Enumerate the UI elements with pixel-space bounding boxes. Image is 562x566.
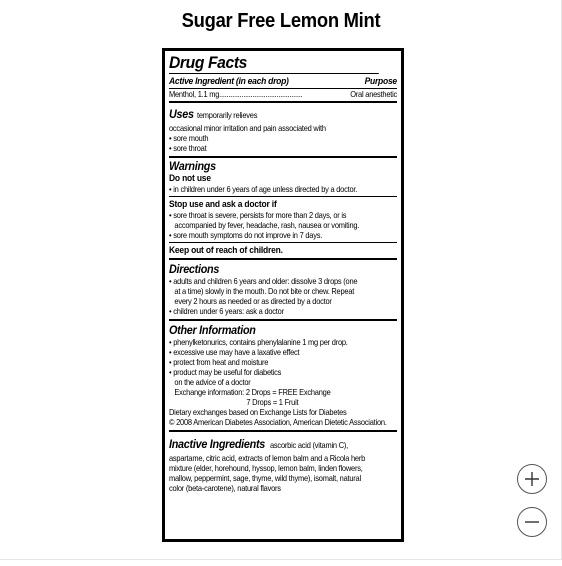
- inactive-line: mallow, peppermint, sage, thyme, wild thyme), isomalt, natural: [169, 473, 361, 483]
- uses-line: occasional minor irritation and pain associated with: [169, 123, 326, 133]
- active-header-left: Active Ingredient (in each drop): [169, 76, 289, 87]
- active-header-right: Purpose: [364, 76, 397, 87]
- directions-line: every 2 hours as needed or as directed by a doctor: [174, 296, 332, 306]
- do-not-use-item: • in children under 6 years of age unless directed by a doctor.: [169, 184, 358, 194]
- do-not-use-heading: Do not use: [169, 173, 211, 183]
- uses-section: [169, 103, 397, 158]
- active-line-right: Oral anesthetic: [350, 89, 397, 99]
- directions-line: • children under 6 years: ask a doctor: [169, 306, 284, 316]
- keep-out-block: [169, 242, 397, 256]
- inactive-heading: Inactive Ingredients: [169, 437, 266, 451]
- warnings-section: [169, 158, 397, 260]
- uses-item: • sore throat: [169, 143, 207, 153]
- stop-use-heading: Stop use and ask a doctor if: [169, 199, 277, 209]
- directions-line: • adults and children 6 years and older: dissolve 3 drops (one: [169, 276, 358, 286]
- minus-icon: [524, 514, 540, 530]
- keep-out-text: Keep out of reach of children.: [169, 245, 283, 255]
- stop-use-block: [169, 196, 397, 242]
- other-info-line: • product may be useful for diabetics: [169, 367, 282, 377]
- other-info-heading: Other Information: [169, 323, 256, 337]
- other-info-line: 7 Drops = 1 Fruit: [246, 397, 299, 407]
- other-info-line: Exchange information: 2 Drops = FREE Exchange: [174, 387, 331, 397]
- stop-use-item: • sore throat is severe, persists for more than 2 days, or is: [169, 210, 347, 220]
- uses-item: • sore mouth: [169, 133, 209, 143]
- inactive-line: aspartame, citric acid, extracts of lemon balm and a Ricola herb: [169, 453, 366, 463]
- uses-heading-line: [169, 105, 397, 123]
- uses-lead: temporarily relieves: [196, 110, 258, 120]
- inactive-section: [169, 432, 397, 493]
- drug-facts-heading: Drug Facts: [169, 53, 379, 74]
- other-info-line: © 2008 American Diabetes Association, American Dietetic Association.: [169, 417, 387, 427]
- stop-use-item: accompanied by fever, headache, rash, nausea or vomiting.: [174, 220, 360, 230]
- uses-heading: Uses: [169, 107, 194, 121]
- directions-heading: Directions: [169, 262, 220, 276]
- inactive-heading-line: [169, 435, 397, 453]
- drug-facts-panel: [162, 48, 404, 542]
- active-ingredient-section: [169, 53, 397, 103]
- other-info-section: [169, 321, 397, 432]
- other-info-line: on the advice of a doctor: [174, 377, 251, 387]
- directions-section: [169, 260, 397, 321]
- zoom-in-button[interactable]: [517, 464, 547, 494]
- inactive-line: mixture (elder, horehound, hyssop, lemon balm, linden flowers,: [169, 463, 363, 473]
- inactive-lead: ascorbic acid (vitamin C),: [270, 440, 349, 450]
- active-header-row: [169, 76, 397, 88]
- plus-icon: [524, 471, 540, 487]
- other-info-line: Dietary exchanges based on Exchange Lists for Diabetes: [169, 407, 347, 417]
- other-info-line: • excessive use may have a laxative effect: [169, 347, 300, 357]
- zoom-out-button[interactable]: [517, 507, 547, 537]
- other-info-line: • protect from heat and moisture: [169, 357, 269, 367]
- other-info-line: • phenylketonurics, contains phenylalanine 1 mg per drop.: [169, 337, 348, 347]
- stop-use-item: • sore mouth symptoms do not improve in 7 days.: [169, 230, 323, 240]
- product-title: Sugar Free Lemon Mint: [181, 10, 381, 32]
- directions-line: at a time) slowly in the mouth. Do not bite or chew. Repeat: [174, 286, 355, 296]
- active-line-row: [169, 88, 397, 99]
- active-line-left: Menthol, 1.1 mg.............................................: [169, 89, 303, 99]
- warnings-heading: Warnings: [169, 159, 216, 173]
- inactive-line: color (beta-carotene), natural flavors: [169, 483, 281, 493]
